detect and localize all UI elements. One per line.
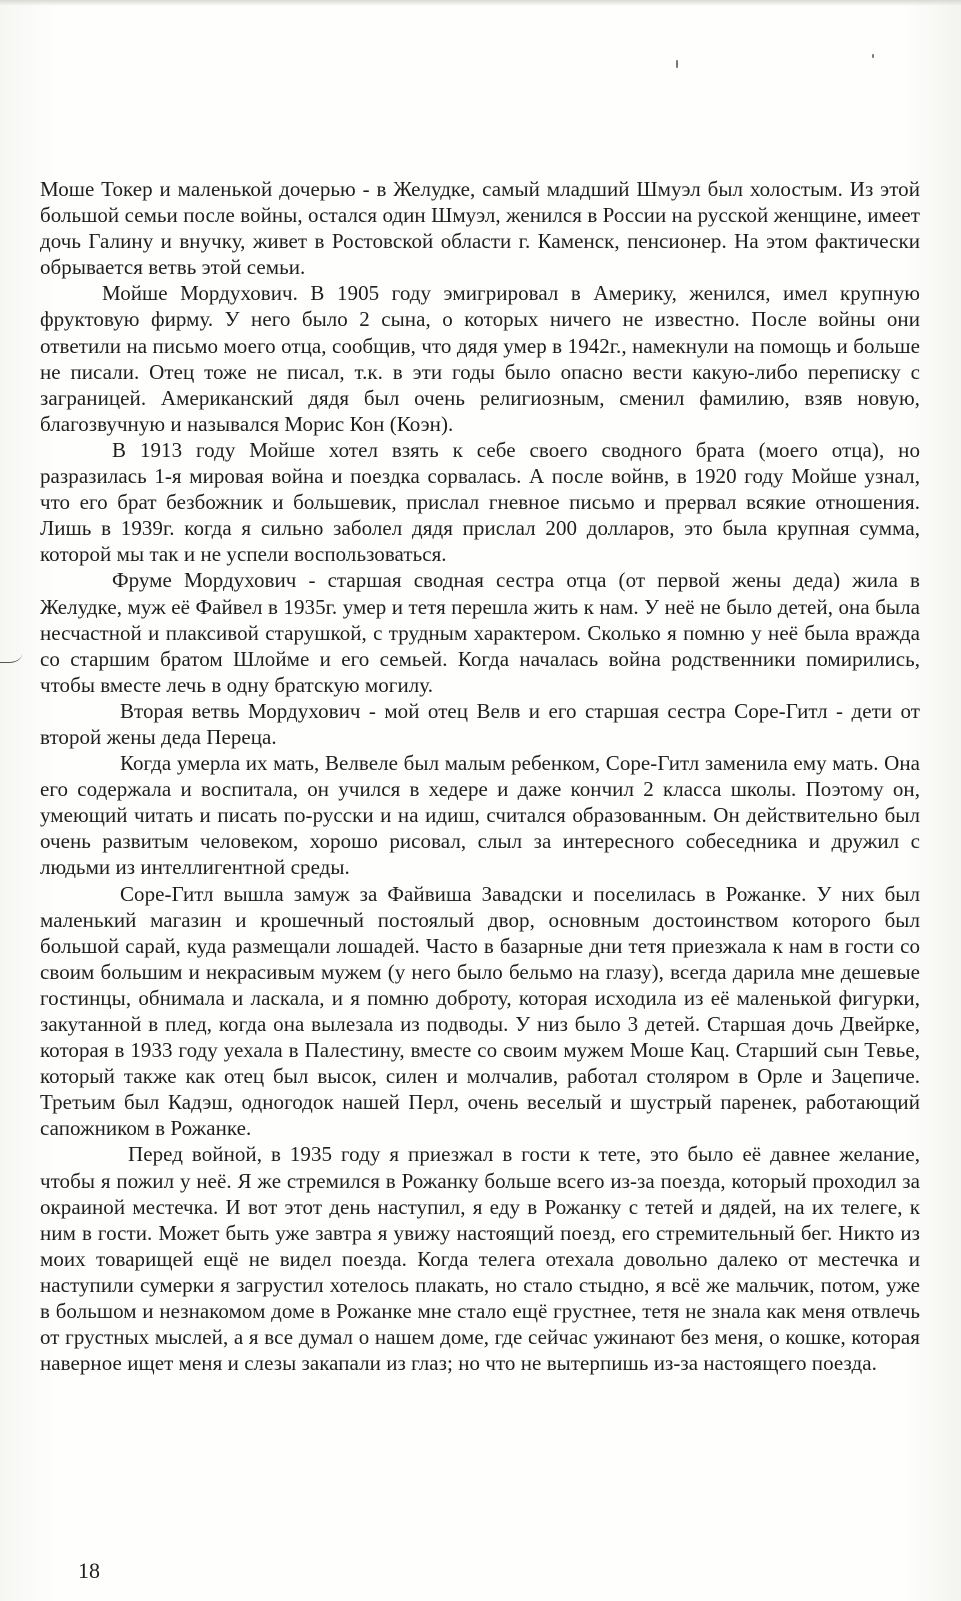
paragraph: Соре-Гитл вышла замуж за Файвиша Завадски и поселилась в Рожанке. У них был маленький магазин и крошечный постоялый двор, основным достоинством которого был большой сарай, куда размещали лошадей. Часто в базарные дни тетя приезжала к нам в гости со своим большим и некрасивым мужем (у него было бельмо на глазу), всегда дарила мне дешевые гостинцы, обнимала и ласкала, и я помню доброту, которая исходила из её маленькой фигурки, закутанной в плед, когда она вылезала из подводы. У низ было 3 детей. Старшая дочь Двейрке, которая в 1933 году уехала в Палестину, вместе со своим мужем Моше Кац. Старший сын Тевье, который также как отец был высок, силен и молчалив, работал столяром в Орле и Зацепиче. Третьим был Кадэш, одногодок нашей Перл, очень веселый и шустрый паренек, работающий сапожником в Рожанке. (40, 881, 920, 1141)
paragraph: Вторая ветвь Мордухович - мой отец Велв и его старшая сестра Соре-Гитл - дети от второй жены деда Переца. (40, 698, 920, 749)
page-top-edge (0, 0, 961, 6)
paragraph: В 1913 году Мойше хотел взять к себе своего сводного брата (моего отца), но разразилась 1-я мировая война и поездка сорвалась. А после войнв, в 1920 году Мойше узнал, что его брат безбожник и большевик, прислал гневное письмо и прервал всякие отношения. Лишь в 1939г. когда я сильно заболел дядя прислал 200 долларов, это была крупная сумма, которой мы так и не успели воспользоваться. (40, 437, 920, 567)
margin-pencil-mark (0, 648, 22, 663)
paragraph: Фруме Мордухович - старшая сводная сестра отца (от первой жены деда) жила в Желудке, муж её Файвел в 1935г. умер и тетя перешла жить к нам. У неё не было детей, она была несчастной и плаксивой старушкой, с трудным характером. Сколько я помню у неё была вражда со старшим братом Шлойме и его семьей. Когда началась война родственники помирились, чтобы вместе лечь в одну братскую могилу. (40, 568, 920, 697)
page-number: 18 (78, 1558, 100, 1583)
scan-speck (872, 54, 874, 58)
paragraph: Моше Токер и маленькой дочерью - в Желудке, самый младший Шмуэл был холостым. Из этой большой семьи после войны, остался один Шмуэл, женился в России на русской женщине, имеет дочь Галину и внучку, живет в Ростовской области г. Каменск, пенсионер. На этом фактически обрывается ветвь этой семьи. (40, 177, 920, 280)
document-body (40, 176, 920, 1376)
paragraph: Мойше Мордухович. В 1905 году эмигрировал в Америку, женился, имел крупную фруктовую фирму. У него было 2 сына, о которых ничего не известно. После войны они ответили на письмо моего отца, сообщив, что дядя умер в 1942г., намекнули на помощь и больше не писали. Отец тоже не писал, т.к. в эти годы было опасно вести какую-либо переписку с заграницей. Американский дядя был очень религиозным, сменил фамилию, взяв новую, благозвучную и назывался Морис Кон (Коэн). (40, 281, 920, 436)
scan-speck (676, 60, 678, 68)
paragraph: Перед войной, в 1935 году я приезжал в гости к тете, это было её давнее желание, чтобы я пожил у неё. Я же стремился в Рожанку больше всего из-за поезда, который проходил за окраиной местечка. И вот этот день наступил, я еду в Рожанку с тетей и дядей, на их телеге, к ним в гости. Может быть уже завтра я увижу настоящий поезд, его стремительный бег. Никто из моих товарищей ещё не видел поезда. Когда телега отехала довольно далеко от местечка и наступили сумерки я загрустил хотелось плакать, но стало стыдно, я всё же мальчик, потом, уже в большом и незнакомом доме в Рожанке мне стало ещё грустнее, тетя не знала как меня отвлечь от грустных мыслей, а я все думал о нашем доме, где сейчас ужинают без меня, о кошке, которая наверное ищет меня и слезы закапали из глаз; но что не вытерпишь из-за настоящего поезда. (40, 1142, 920, 1376)
paragraph: Когда умерла их мать, Велвеле был малым ребенком, Соре-Гитл заменила ему мать. Она его содержала и воспитала, он учился в хедере и даже кончил 2 класса школы. Поэтому он, умеющий читать и писать по-русски и на идиш, считался образованным. Он действительно был очень развитым человеком, хорошо рисовал, слыл за интересного собеседника и дружил с людьми из интеллигентной среды. (40, 751, 920, 880)
